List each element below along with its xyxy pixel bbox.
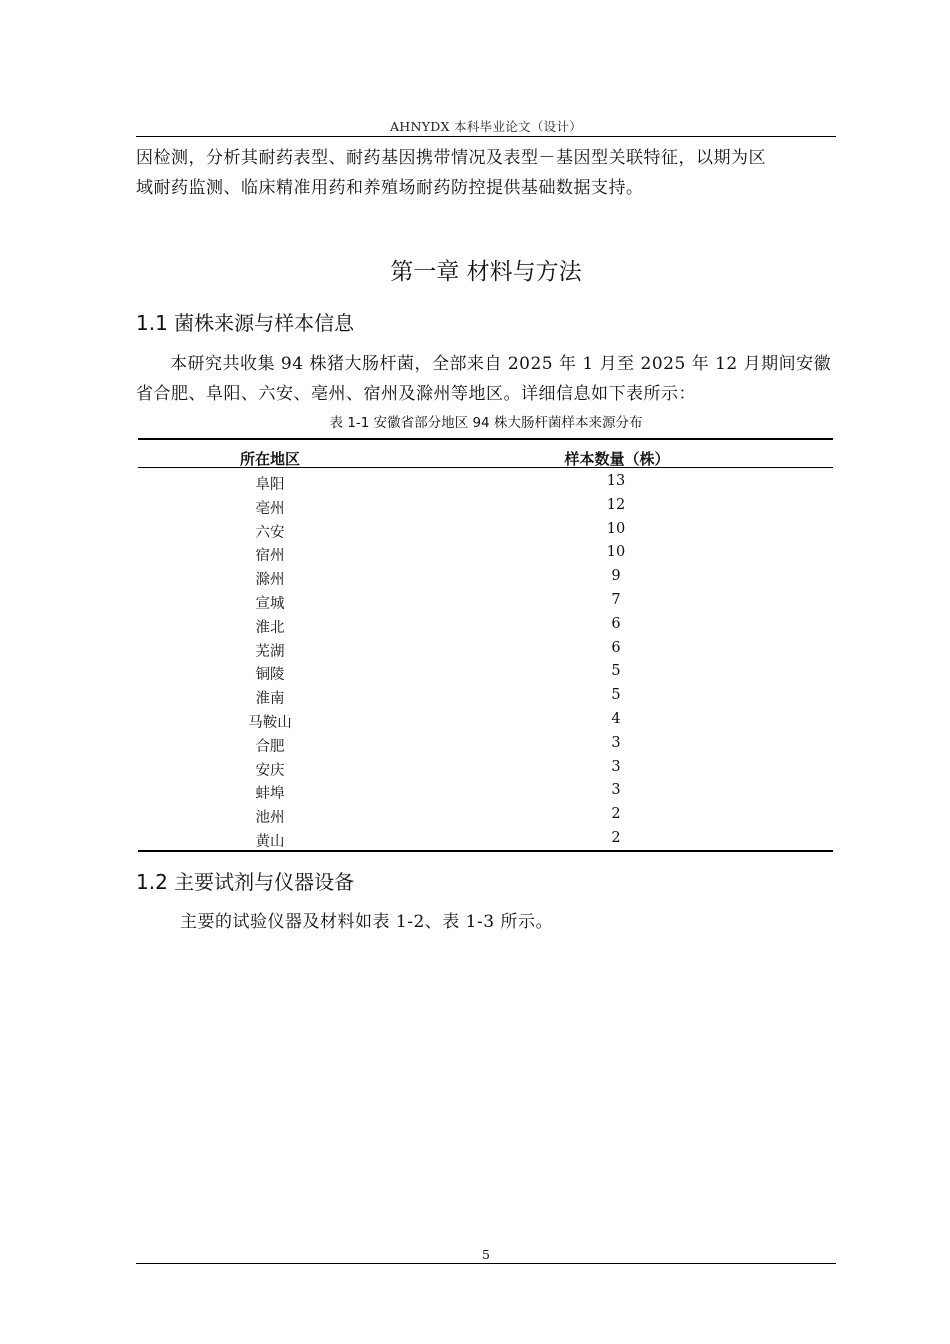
table-row bbox=[138, 757, 833, 781]
count-cell: 6 bbox=[611, 639, 621, 656]
table-row bbox=[138, 590, 833, 614]
table-row bbox=[138, 780, 833, 804]
header-rule bbox=[136, 136, 836, 137]
section-1-1-paragraph bbox=[136, 349, 836, 409]
table-row bbox=[138, 542, 833, 566]
table-top-rule bbox=[138, 438, 833, 440]
count-cell: 9 bbox=[611, 568, 621, 585]
table-row bbox=[138, 638, 833, 662]
count-cell: 2 bbox=[611, 806, 621, 823]
table-row bbox=[138, 614, 833, 638]
intro-line-1: 因检测，分析其耐药表型、耐药基因携带情况及表型－基因型关联特征，以期为区 bbox=[136, 148, 766, 168]
table-row bbox=[138, 828, 833, 852]
table-row bbox=[138, 471, 833, 495]
table-body bbox=[138, 471, 833, 852]
count-cell: 12 bbox=[606, 496, 626, 513]
count-cell: 5 bbox=[611, 687, 621, 704]
table-header-rule bbox=[138, 467, 833, 468]
page-header: AHNYDX 本科毕业论文（设计） bbox=[389, 119, 583, 134]
section-1-1-line-1: 本研究共收集 94 株猪大肠杆菌，全部来自 2025 年 1 月至 2025 年 12 月期间安徽 bbox=[170, 354, 832, 374]
table-header-count: 样本数量（株） bbox=[564, 450, 670, 468]
chapter-title: 第一章 材料与方法 bbox=[390, 259, 582, 285]
section-1-2-line-1: 主要的试验仪器及材料如表 1-2、表 1-3 所示。 bbox=[180, 912, 553, 932]
table-row bbox=[138, 733, 833, 757]
region-cell: 池州 bbox=[255, 810, 285, 827]
intro-line-2: 域耐药监测、临床精准用药和养殖场耐药防控提供基础数据支持。 bbox=[136, 178, 644, 198]
table-row bbox=[138, 685, 833, 709]
region-cell: 芜湖 bbox=[255, 643, 285, 660]
count-cell: 3 bbox=[611, 782, 621, 799]
region-cell: 宣城 bbox=[255, 595, 285, 612]
region-cell: 黄山 bbox=[255, 833, 285, 850]
section-1-1-heading: 1.1 菌株来源与样本信息 bbox=[136, 311, 355, 335]
count-cell: 6 bbox=[611, 615, 621, 632]
section-1-1-line-2: 省合肥、阜阳、六安、亳州、宿州及滁州等地区。详细信息如下表所示： bbox=[136, 384, 696, 404]
region-cell: 亳州 bbox=[255, 500, 285, 517]
section-1-2-paragraph bbox=[136, 907, 836, 937]
count-cell: 3 bbox=[611, 734, 621, 751]
table-row bbox=[138, 709, 833, 733]
table-row bbox=[138, 804, 833, 828]
table-bottom-rule bbox=[138, 850, 833, 852]
page-number: 5 bbox=[482, 1247, 490, 1262]
count-cell: 10 bbox=[606, 520, 626, 537]
table-row bbox=[138, 566, 833, 590]
count-cell: 3 bbox=[611, 758, 621, 775]
region-cell: 安庆 bbox=[255, 762, 285, 779]
table-row bbox=[138, 495, 833, 519]
region-cell: 合肥 bbox=[255, 738, 285, 755]
region-cell: 淮北 bbox=[255, 619, 285, 636]
count-cell: 13 bbox=[606, 473, 626, 489]
count-cell: 2 bbox=[611, 829, 621, 846]
section-1-2-heading: 1.2 主要试剂与仪器设备 bbox=[136, 870, 355, 894]
table-header-region: 所在地区 bbox=[239, 450, 300, 468]
table-row bbox=[138, 661, 833, 685]
count-cell: 10 bbox=[606, 544, 626, 561]
region-cell: 滁州 bbox=[255, 572, 285, 589]
region-cell: 铜陵 bbox=[255, 667, 285, 684]
table-caption: 表 1-1 安徽省部分地区 94 株大肠杆菌样本来源分布 bbox=[329, 415, 643, 431]
count-cell: 7 bbox=[611, 591, 621, 608]
region-cell: 蚌埠 bbox=[255, 786, 285, 803]
count-cell: 4 bbox=[611, 710, 621, 727]
table-row bbox=[138, 519, 833, 543]
region-cell: 宿州 bbox=[255, 548, 285, 565]
region-cell: 阜阳 bbox=[255, 477, 285, 493]
count-cell: 5 bbox=[611, 663, 621, 680]
region-cell: 淮南 bbox=[255, 691, 285, 708]
footer-rule bbox=[136, 1263, 836, 1264]
region-cell: 六安 bbox=[255, 524, 285, 541]
region-cell: 马鞍山 bbox=[248, 714, 292, 731]
intro-paragraph bbox=[136, 143, 836, 203]
